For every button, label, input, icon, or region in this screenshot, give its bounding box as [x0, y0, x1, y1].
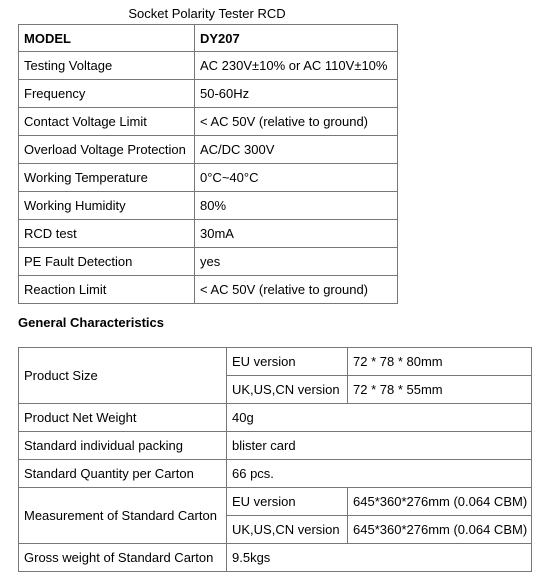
uk-measurement-value: 645*360*276mm (0.064 CBM) — [348, 516, 532, 544]
spec-row-overload-voltage — [19, 136, 398, 164]
measurement-label: Measurement of Standard Carton — [19, 488, 227, 544]
eu-measurement-value: 645*360*276mm (0.064 CBM) — [348, 488, 532, 516]
section-heading: General Characteristics — [18, 315, 164, 330]
product-size-row — [19, 348, 532, 376]
net-weight-label: Product Net Weight — [19, 404, 227, 432]
gross-weight-value: 9.5kgs — [227, 544, 532, 572]
spec-row-reaction-limit — [19, 276, 398, 304]
spec-value: yes — [195, 248, 398, 276]
measurement-row — [19, 488, 532, 516]
spec-value: 80% — [195, 192, 398, 220]
net-weight-value: 40g — [227, 404, 532, 432]
product-size-label: Product Size — [19, 348, 227, 404]
spec-value: AC/DC 300V — [195, 136, 398, 164]
spec-label: Working Humidity — [19, 192, 195, 220]
spec-value: < AC 50V (relative to ground) — [195, 108, 398, 136]
spec-label: RCD test — [19, 220, 195, 248]
quantity-value: 66 pcs. — [227, 460, 532, 488]
spec-table — [18, 24, 398, 304]
spec-row-pe-fault-detection — [19, 248, 398, 276]
packing-value: blister card — [227, 432, 532, 460]
spec-row-frequency — [19, 80, 398, 108]
page-title: Socket Polarity Tester RCD — [128, 6, 286, 21]
net-weight-row — [19, 404, 532, 432]
spec-row-testing-voltage — [19, 52, 398, 80]
spec-row-working-temperature — [19, 164, 398, 192]
spec-label: Frequency — [19, 80, 195, 108]
spec-row-working-humidity — [19, 192, 398, 220]
packing-row — [19, 432, 532, 460]
gross-weight-row — [19, 544, 532, 572]
spec-value: 0°C~40°C — [195, 164, 398, 192]
uk-size-value: 72 * 78 * 55mm — [348, 376, 532, 404]
model-label: MODEL — [19, 25, 195, 52]
spec-label: PE Fault Detection — [19, 248, 195, 276]
spec-label: Reaction Limit — [19, 276, 195, 304]
spec-value: AC 230V±10% or AC 110V±10% — [195, 52, 398, 80]
quantity-label: Standard Quantity per Carton — [19, 460, 227, 488]
eu-version-label: EU version — [227, 348, 348, 376]
model-value: DY207 — [195, 25, 398, 52]
spec-label: Working Temperature — [19, 164, 195, 192]
uk-version-label: UK,US,CN version — [227, 516, 348, 544]
general-characteristics-table — [18, 347, 532, 572]
spec-label: Overload Voltage Protection — [19, 136, 195, 164]
eu-size-value: 72 * 78 * 80mm — [348, 348, 532, 376]
packing-label: Standard individual packing — [19, 432, 227, 460]
spec-value: < AC 50V (relative to ground) — [195, 276, 398, 304]
spec-label: Testing Voltage — [19, 52, 195, 80]
spec-row-contact-voltage-limit — [19, 108, 398, 136]
spec-value: 30mA — [195, 220, 398, 248]
spec-label: Contact Voltage Limit — [19, 108, 195, 136]
spec-header-row — [19, 25, 398, 52]
gross-weight-label: Gross weight of Standard Carton — [19, 544, 227, 572]
eu-version-label: EU version — [227, 488, 348, 516]
spec-value: 50-60Hz — [195, 80, 398, 108]
quantity-row — [19, 460, 532, 488]
spec-row-rcd-test — [19, 220, 398, 248]
uk-version-label: UK,US,CN version — [227, 376, 348, 404]
